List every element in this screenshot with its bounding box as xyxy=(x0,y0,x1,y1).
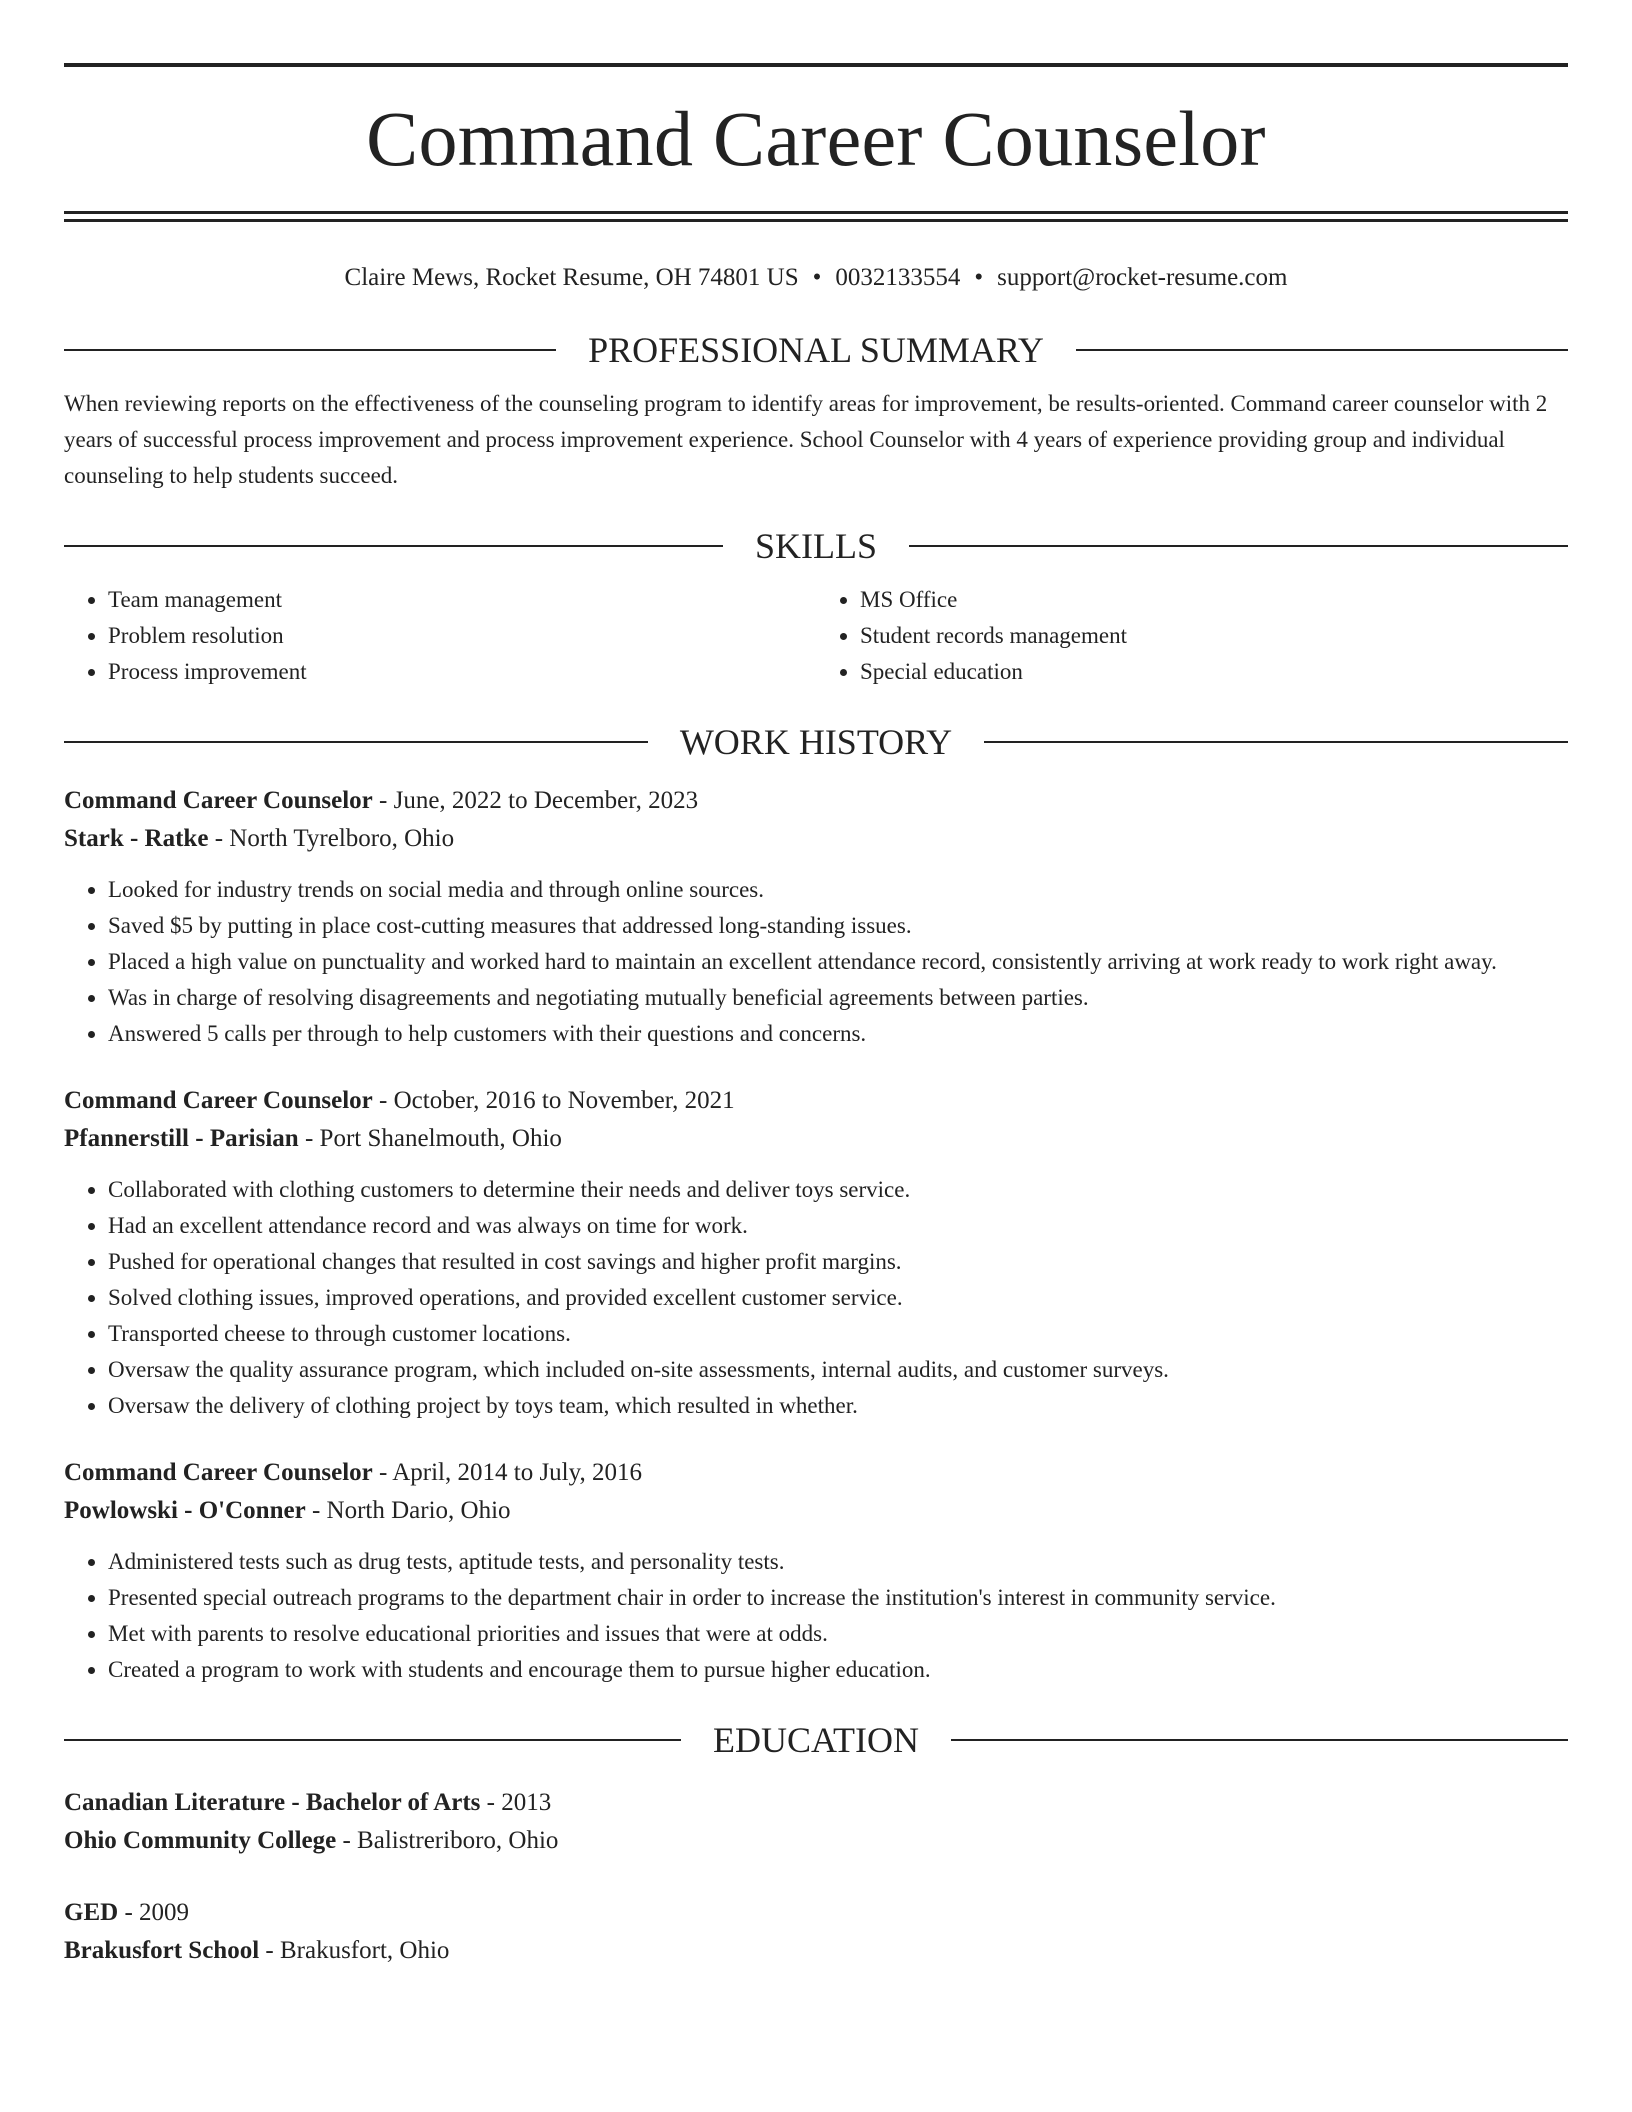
skills-column-left xyxy=(64,582,816,690)
job-dates: - April, 2014 to July, 2016 xyxy=(372,1459,642,1486)
resume-title: Command Career Counselor xyxy=(366,95,1266,182)
contact-email: support@rocket-resume.com xyxy=(997,264,1288,291)
skills-column-right xyxy=(816,582,1568,690)
job-dates: - June, 2022 to December, 2023 xyxy=(372,787,699,814)
skill-item: • Team management xyxy=(108,582,816,618)
education-heading xyxy=(64,1718,1568,1762)
job-bullet: • Had an excellent attendance record and was always on time for work. xyxy=(108,1208,1568,1244)
job-title: Command Career Counselor xyxy=(64,1459,373,1486)
education-degree-line xyxy=(64,1784,1568,1822)
skill-item: • Process improvement xyxy=(108,654,816,690)
title-double-rule xyxy=(64,211,1568,222)
job-company-line xyxy=(64,1120,1568,1158)
job-bullets xyxy=(64,872,1568,1052)
education-year: - 2013 xyxy=(480,1789,552,1816)
education-degree: Canadian Literature - Bachelor of Arts xyxy=(64,1789,481,1816)
job-bullet: • Solved clothing issues, improved operations, and provided excellent customer service. xyxy=(108,1280,1568,1316)
job-entry xyxy=(64,1082,1568,1424)
skill-item: • MS Office xyxy=(860,582,1568,618)
job-bullet: • Was in charge of resolving disagreements and negotiating mutually beneficial agreements between parties. xyxy=(108,980,1568,1016)
job-location: - Port Shanelmouth, Ohio xyxy=(298,1125,562,1152)
job-title: Command Career Counselor xyxy=(64,1087,373,1114)
job-company: Stark - Ratke xyxy=(64,825,209,852)
heading-rule xyxy=(1076,349,1568,351)
job-location: - North Dario, Ohio xyxy=(305,1497,511,1524)
job-entry xyxy=(64,1454,1568,1688)
job-bullet: • Answered 5 calls per through to help customers with their questions and concerns. xyxy=(108,1016,1568,1052)
education-school-line xyxy=(64,1932,1568,1970)
heading-rule xyxy=(909,545,1568,547)
education-entry xyxy=(64,1894,1568,1970)
job-bullet: • Met with parents to resolve educational priorities and issues that were at odds. xyxy=(108,1616,1568,1652)
job-bullet: • Oversaw the quality assurance program, which included on-site assessments, internal audits, and customer surveys. xyxy=(108,1352,1568,1388)
skills-heading xyxy=(64,524,1568,568)
work-heading-text: WORK HISTORY xyxy=(679,722,953,762)
job-bullets xyxy=(64,1544,1568,1688)
education-location: - Brakusfort, Ohio xyxy=(259,1937,450,1964)
skill-item: • Student records management xyxy=(860,618,1568,654)
job-bullet: • Presented special outreach programs to the department chair in order to increase the institution's interest in community service. xyxy=(108,1580,1568,1616)
education-degree: GED xyxy=(64,1899,119,1926)
job-title: Command Career Counselor xyxy=(64,787,373,814)
skill-item: • Problem resolution xyxy=(108,618,816,654)
job-bullet: • Pushed for operational changes that resulted in cost savings and higher profit margins. xyxy=(108,1244,1568,1280)
education-heading-text: EDUCATION xyxy=(713,1720,919,1760)
job-entry xyxy=(64,782,1568,1052)
job-dates: - October, 2016 to November, 2021 xyxy=(372,1087,735,1114)
education-year: - 2009 xyxy=(118,1899,190,1926)
heading-rule xyxy=(64,545,723,547)
job-company-line xyxy=(64,820,1568,858)
job-bullet: • Oversaw the delivery of clothing project by toys team, which resulted in whether. xyxy=(108,1388,1568,1424)
contact-phone: 0032133554 xyxy=(835,264,961,291)
skills-heading-text: SKILLS xyxy=(755,526,878,566)
job-bullet: • Created a program to work with students and encourage them to pursue higher education. xyxy=(108,1652,1568,1688)
job-company-line xyxy=(64,1492,1568,1530)
job-company: Pfannerstill - Parisian xyxy=(64,1125,299,1152)
education-school-line xyxy=(64,1822,1568,1860)
job-title-line xyxy=(64,1454,1568,1492)
job-title-line xyxy=(64,782,1568,820)
education-entry xyxy=(64,1784,1568,1860)
contact-separator: • xyxy=(812,264,822,291)
job-bullet: • Saved $5 by putting in place cost-cutting measures that addressed long-standing issues. xyxy=(108,908,1568,944)
job-bullet: • Looked for industry trends on social media and through online sources. xyxy=(108,872,1568,908)
skills-list xyxy=(64,582,1568,690)
job-bullet: • Administered tests such as drug tests, aptitude tests, and personality tests. xyxy=(108,1544,1568,1580)
education-location: - Balistreriboro, Ohio xyxy=(336,1827,559,1854)
job-bullet: • Collaborated with clothing customers to determine their needs and deliver toys service. xyxy=(108,1172,1568,1208)
job-location: - North Tyrelboro, Ohio xyxy=(208,825,455,852)
contact-address: Claire Mews, Rocket Resume, OH 74801 US xyxy=(344,264,799,291)
job-bullet: • Transported cheese to through customer locations. xyxy=(108,1316,1568,1352)
heading-rule xyxy=(64,1739,681,1741)
job-company: Powlowski - O'Conner xyxy=(64,1497,306,1524)
education-school: Brakusfort School xyxy=(64,1937,260,1964)
job-bullets xyxy=(64,1172,1568,1424)
contact-line xyxy=(64,258,1568,298)
skill-item: • Special education xyxy=(860,654,1568,690)
work-heading xyxy=(64,720,1568,764)
contact-separator: • xyxy=(974,264,984,291)
heading-rule xyxy=(984,741,1568,743)
heading-rule xyxy=(951,1739,1568,1741)
heading-rule xyxy=(64,741,648,743)
job-title-line xyxy=(64,1082,1568,1120)
summary-heading-text: PROFESSIONAL SUMMARY xyxy=(588,330,1044,370)
education-degree-line xyxy=(64,1894,1568,1932)
education-school: Ohio Community College xyxy=(64,1827,337,1854)
job-bullet: • Placed a high value on punctuality and worked hard to maintain an excellent attendance record, consistently arriving at work ready to work right away. xyxy=(108,944,1568,980)
summary-text: When reviewing reports on the effectiveness of the counseling program to identify areas for improvement, be results-oriented. Command career counselor with 2 years of successful process improvement and process improvement experience. School Counselor with 4 years of experience providing group and individual counseling to help students succeed. xyxy=(64,391,1548,488)
heading-rule xyxy=(64,349,556,351)
resume-page xyxy=(64,0,1568,1970)
summary-heading xyxy=(64,328,1568,372)
